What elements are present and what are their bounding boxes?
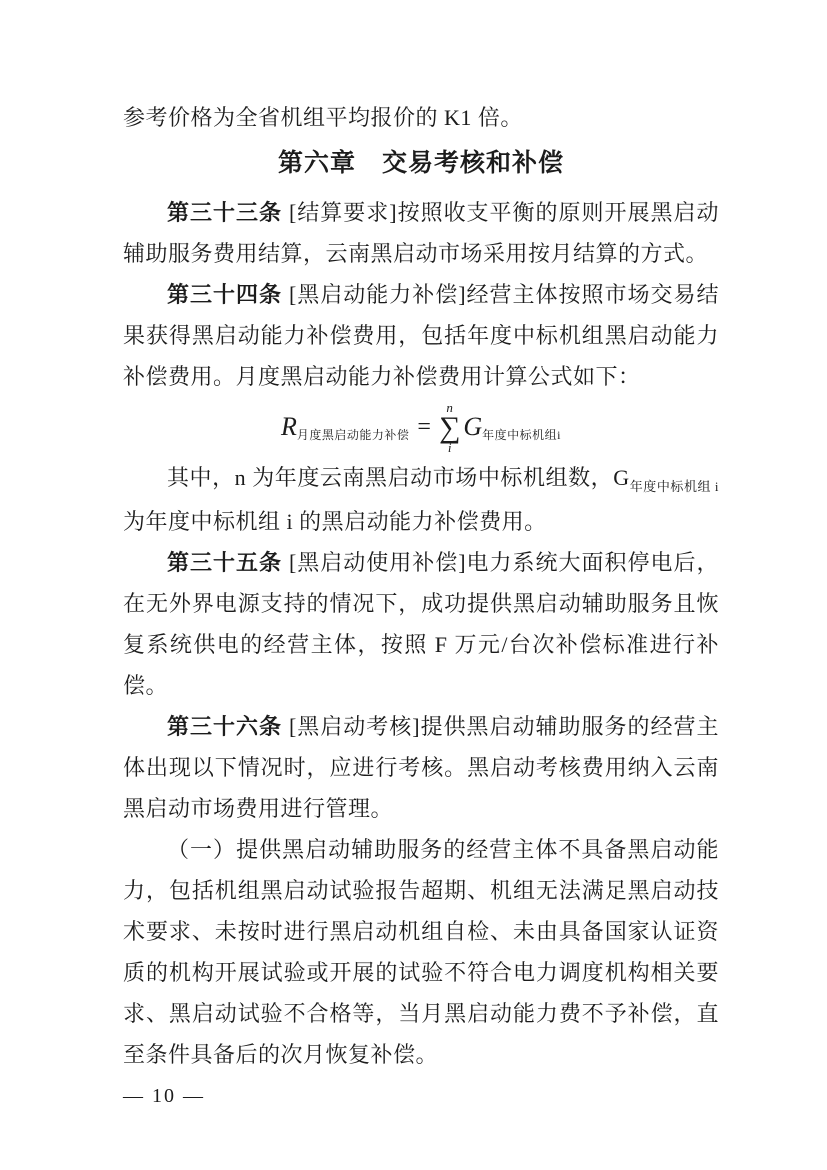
article-35-paragraph <box>123 542 719 706</box>
summation-upper-limit: n <box>446 399 453 415</box>
article-34-paragraph <box>123 274 719 397</box>
explanation-text-pre: 其中，n 为年度云南黑启动市场中标机组数，G <box>167 465 630 490</box>
formula-lhs-variable: R <box>281 412 297 441</box>
article-36-body: [黑启动考核]提供黑启动辅助服务的经营主体出现以下情况时，应进行考核。黑启动考核费用纳入云南黑启动市场费用进行管理。 <box>123 714 719 821</box>
article-36-paragraph <box>123 706 719 829</box>
compensation-formula <box>123 397 719 457</box>
article-33-label: 第三十三条 <box>167 200 282 225</box>
summation-symbol <box>439 401 460 454</box>
formula-equals-sign: = <box>417 414 431 440</box>
article-36-label: 第三十六条 <box>167 714 282 739</box>
formula-rhs-subscript: 年度中标机组i <box>482 428 561 442</box>
summation-lower-limit: i <box>447 439 452 455</box>
article-35-label: 第三十五条 <box>167 550 282 575</box>
article-34-body: [黑启动能力补偿]经营主体按照市场交易结果获得黑启动能力补偿费用，包括年度中标机组黑启动能力补偿费用。月度黑启动能力补偿费用计算公式如下： <box>123 282 719 389</box>
article-34-label: 第三十四条 <box>167 282 282 307</box>
item-one-paragraph: （一）提供黑启动辅助服务的经营主体不具备黑启动能力，包括机组黑启动试验报告超期、机组无法满足黑启动技术要求、未按时进行黑启动机组自检、未由具备国家认证资质的机构开展试验或开展的试验不符合电力调度机构相关要求、黑启动试验不合格等，当月黑启动能力费不予补偿，直至条件具备后的次月恢复补偿。 <box>123 837 719 1067</box>
page-number: — 10 — <box>123 1085 205 1107</box>
formula-lhs-subscript: 月度黑启动能力补偿 <box>296 428 410 442</box>
article-35-body: [黑启动使用补偿]电力系统大面积停电后，在无外界电源支持的情况下，成功提供黑启动辅助服务且恢复系统供电的经营主体，按照 F 万元/台次补偿标准进行补偿。 <box>123 550 719 698</box>
chapter-heading: 第六章 交易考核和补偿 <box>277 149 564 177</box>
document-content <box>123 97 719 1075</box>
formula-explanation-paragraph <box>123 457 719 542</box>
article-33-body: [结算要求]按照收支平衡的原则开展黑启动辅助服务费用结算，云南黑启动市场采用按月结算的方式。 <box>123 200 719 266</box>
explanation-text-post: 为年度中标机组 i 的黑启动能力补偿费用。 <box>123 509 547 534</box>
formula-rhs-variable: G <box>463 412 483 441</box>
explanation-subscript: 年度中标机组 i <box>629 479 719 494</box>
intro-paragraph: 参考价格为全省机组平均报价的 K1 倍。 <box>123 105 523 130</box>
sigma-glyph: ∑ <box>438 410 461 444</box>
article-33-paragraph <box>123 192 719 274</box>
